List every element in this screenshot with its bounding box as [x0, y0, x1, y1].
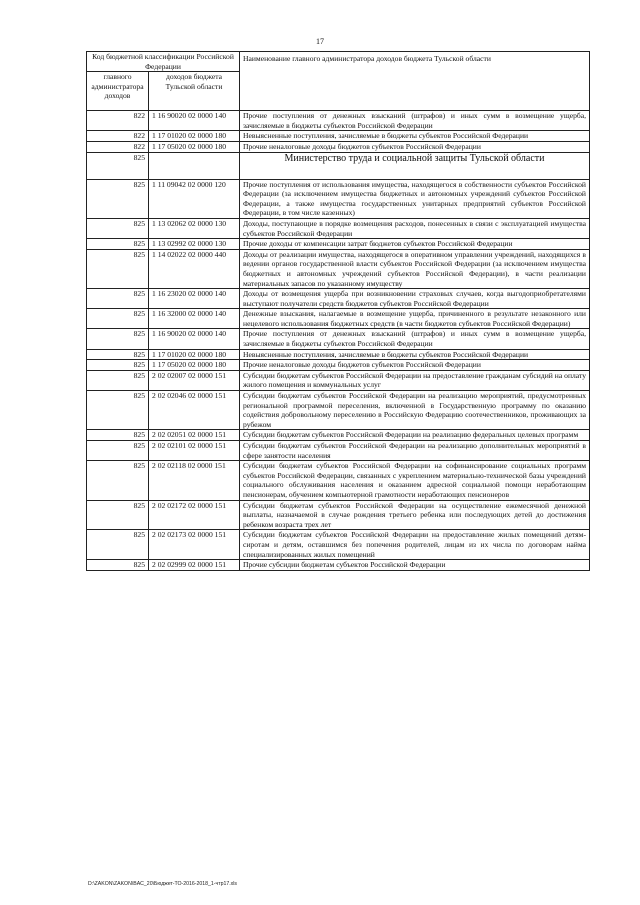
admin-code-cell: 822	[87, 131, 149, 142]
table-row	[87, 179, 590, 218]
income-name-cell: Денежные взыскания, налагаемые в возмещение ущерба, причиненного в результате незаконного или нецелевого использования бюджетных средств (в части бюджетов субъектов Российской Федерации)	[240, 309, 590, 329]
page-number: 17	[316, 37, 324, 46]
income-name-cell: Невыясненные поступления, зачисляемые в бюджеты субъектов Российской Федерации	[240, 349, 590, 360]
admin-code-cell: 825	[87, 249, 149, 288]
table-row	[87, 249, 590, 288]
admin-code-cell: 825	[87, 309, 149, 329]
income-name-cell: Прочие поступления от использования имущества, находящегося в собственности субъектов Российской Федерации (за исключением имущества бюджетных и автономных учреждений субъектов Российской Федерации, а также имущества государственных унитарных предприятий субъектов Российской Федерации, в том числе казенных)	[240, 179, 590, 218]
admin-code-cell: 825	[87, 239, 149, 250]
table-row	[87, 309, 590, 329]
income-code-cell: 1 11 09042 02 0000 120	[149, 179, 240, 218]
income-code-cell: 1 16 90020 02 0000 140	[149, 329, 240, 349]
income-code-cell: 2 02 02007 02 0000 151	[149, 370, 240, 390]
income-name-cell: Субсидии бюджетам субъектов Российской Федерации на предоставление жилых помещений детям-сиротам и детям, оставшимся без попечения родителей, лицам из их числа по договорам найма специализированных жилых помещений	[240, 530, 590, 560]
income-name-cell: Субсидии бюджетам субъектов Российской Федерации на реализацию федеральных целевых программ	[240, 430, 590, 441]
table-row	[87, 111, 590, 131]
income-code-cell	[149, 152, 240, 179]
income-name-cell: Субсидии бюджетам субъектов Российской Федерации на реализацию мероприятий, предусмотренных региональной программой переселения, включенной в Государственную программу по оказанию содействия добровольному переселению в Российскую Федерацию соотечественников, проживающих за рубежом	[240, 391, 590, 430]
admin-code-cell: 825	[87, 329, 149, 349]
admin-code-cell: 822	[87, 141, 149, 152]
income-code-cell: 1 16 32000 02 0000 140	[149, 309, 240, 329]
income-code-cell: 1 16 90020 02 0000 140	[149, 111, 240, 131]
table-row	[87, 500, 590, 530]
income-code-cell: 2 02 02051 02 0000 151	[149, 430, 240, 441]
table-row	[87, 370, 590, 390]
admin-code-cell: 825	[87, 560, 149, 571]
income-code-cell: 1 16 23020 02 0000 140	[149, 289, 240, 309]
admin-code-cell: 825	[87, 349, 149, 360]
income-code-cell: 2 02 02046 02 0000 151	[149, 391, 240, 430]
admin-code-cell: 822	[87, 111, 149, 131]
header-code-group: Код бюджетной классификации Российской Федерации	[87, 52, 240, 72]
admin-code-cell: 825	[87, 218, 149, 238]
income-code-cell: 1 14 02022 02 0000 440	[149, 249, 240, 288]
income-name-cell: Прочие поступления от денежных взысканий (штрафов) и иных сумм в возмещение ущерба, зачисляемые в бюджеты субъектов Российской Федерации	[240, 329, 590, 349]
income-code-cell: 2 02 02173 02 0000 151	[149, 530, 240, 560]
table-row	[87, 360, 590, 371]
table-row	[87, 349, 590, 360]
ministry-title-cell: Министерство труда и социальной защиты Тульской области	[240, 152, 590, 179]
table-row	[87, 329, 590, 349]
header-admin-column: главного администратора доходов	[87, 72, 149, 111]
table-row	[87, 530, 590, 560]
table-row	[87, 560, 590, 571]
income-name-cell: Невыясненные поступления, зачисляемые в бюджеты субъектов Российской Федерации	[240, 131, 590, 142]
table-row	[87, 141, 590, 152]
income-name-cell: Субсидии бюджетам субъектов Российской Федерации на реализацию дополнительных мероприятий в сфере занятости населения	[240, 441, 590, 461]
table-row	[87, 391, 590, 430]
admin-code-cell: 825	[87, 500, 149, 530]
file-path-footer: D:\ZAKON\ZAKON\BAC_20\Бюджет-ТО-2016-2018_1-чтр17.xls	[88, 881, 238, 887]
income-name-cell: Доходы от реализации имущества, находящегося в оперативном управлении учреждений, находящихся в ведении органов государственной власти субъектов Российской Федерации (за исключением имущества бюджетных и автономных учреждений субъектов Российской Федерации), в части реализации материальных запасов по указанному имуществу	[240, 249, 590, 288]
table-row	[87, 239, 590, 250]
table-row	[87, 218, 590, 238]
admin-code-cell: 825	[87, 289, 149, 309]
income-name-cell: Прочие субсидии бюджетам субъектов Российской Федерации	[240, 560, 590, 571]
admin-code-cell: 825	[87, 152, 149, 179]
income-name-cell: Прочие неналоговые доходы бюджетов субъектов Российской Федерации	[240, 141, 590, 152]
income-code-cell: 1 17 01020 02 0000 180	[149, 131, 240, 142]
income-name-cell: Субсидии бюджетам субъектов Российской Федерации на софинансирование социальных программ субъектов Российской Федерации, связанных с укреплением материально-технической базы учреждений социального обслуживания населения и оказанием адресной социальной помощи неработающим пенсионерам, обучением компьютерной грамотности неработающих пенсионеров	[240, 461, 590, 500]
income-name-cell: Прочие доходы от компенсации затрат бюджетов субъектов Российской Федерации	[240, 239, 590, 250]
budget-classification-table	[86, 51, 590, 571]
admin-code-cell: 825	[87, 441, 149, 461]
header-name-column: Наименование главного администратора доходов бюджета Тульской области	[240, 52, 590, 111]
table-row	[87, 131, 590, 142]
income-code-cell: 1 13 02062 02 0000 130	[149, 218, 240, 238]
table-row	[87, 430, 590, 441]
admin-code-cell: 825	[87, 530, 149, 560]
income-name-cell: Субсидии бюджетам субъектов Российской Федерации на предоставление гражданам субсидий на оплату жилого помещения и коммунальных услуг	[240, 370, 590, 390]
income-code-cell: 2 02 02118 02 0000 151	[149, 461, 240, 500]
header-row-top	[87, 52, 590, 72]
income-code-cell: 2 02 02172 02 0000 151	[149, 500, 240, 530]
table-row	[87, 289, 590, 309]
income-code-cell: 2 02 02999 02 0000 151	[149, 560, 240, 571]
income-name-cell: Доходы от возмещения ущерба при возникновении страховых случаев, когда выгодоприобретателями выступают получатели средств бюджетов субъектов Российской Федерации	[240, 289, 590, 309]
admin-code-cell: 825	[87, 360, 149, 371]
admin-code-cell: 825	[87, 179, 149, 218]
table-row	[87, 441, 590, 461]
admin-code-cell: 825	[87, 370, 149, 390]
income-name-cell: Доходы, поступающие в порядке возмещения расходов, понесенных в связи с эксплуатацией имущества субъектов Российской Федерации	[240, 218, 590, 238]
income-code-cell: 1 17 01020 02 0000 180	[149, 349, 240, 360]
income-name-cell: Субсидии бюджетам субъектов Российской Федерации на осуществление ежемесячной денежной выплаты, назначаемой в случае рождения третьего ребенка или последующих детей до достижения ребенком возраста трех лет	[240, 500, 590, 530]
admin-code-cell: 825	[87, 461, 149, 500]
income-name-cell: Прочие неналоговые доходы бюджетов субъектов Российской Федерации	[240, 360, 590, 371]
table-row	[87, 152, 590, 179]
income-code-cell: 1 13 02992 02 0000 130	[149, 239, 240, 250]
table-row	[87, 461, 590, 500]
income-code-cell: 1 17 05020 02 0000 180	[149, 360, 240, 371]
header-income-column: доходов бюджета Тульской области	[149, 72, 240, 111]
table-body	[87, 111, 590, 571]
income-code-cell: 2 02 02101 02 0000 151	[149, 441, 240, 461]
admin-code-cell: 825	[87, 391, 149, 430]
income-code-cell: 1 17 05020 02 0000 180	[149, 141, 240, 152]
admin-code-cell: 825	[87, 430, 149, 441]
income-name-cell: Прочие поступления от денежных взысканий (штрафов) и иных сумм в возмещение ущерба, зачисляемые в бюджеты субъектов Российской Федерации	[240, 111, 590, 131]
